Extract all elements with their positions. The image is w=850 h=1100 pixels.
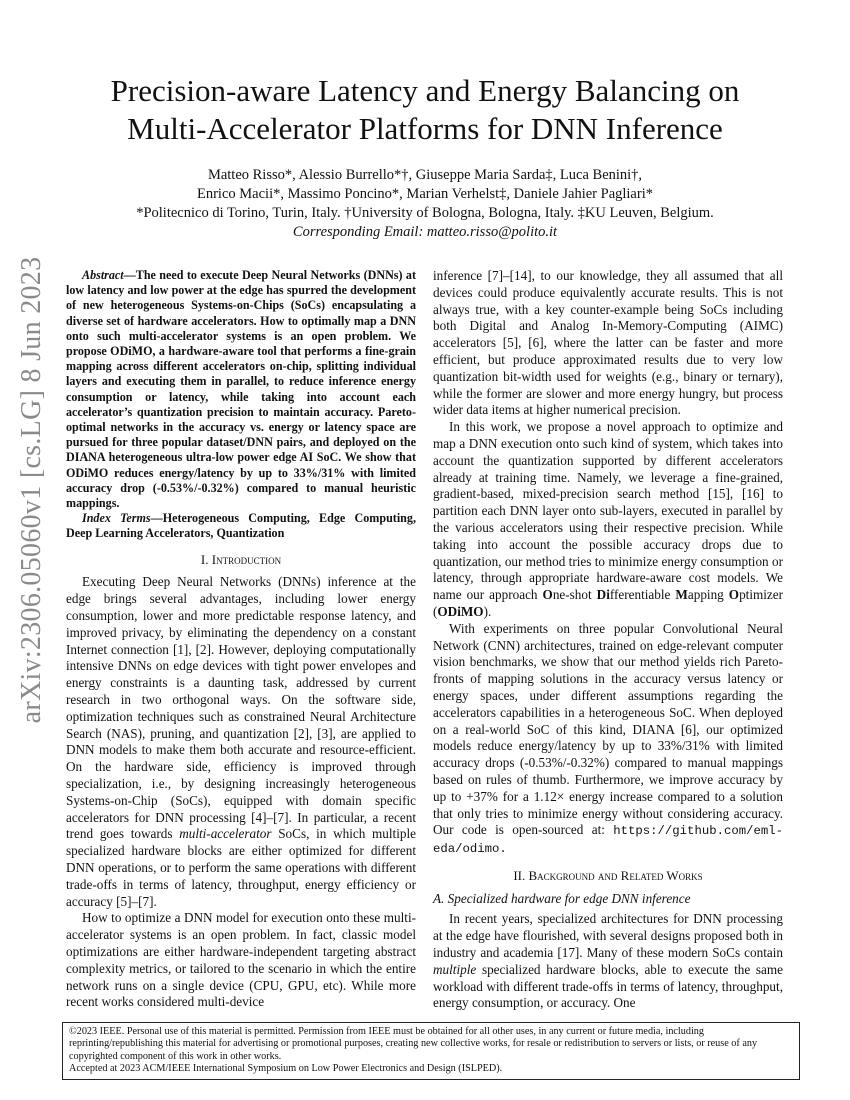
paper-title	[60, 72, 790, 148]
abstract	[66, 268, 416, 511]
authors-line-1: Matteo Risso*, Alessio Burrello*†, Giuseppe Maria Sarda‡, Luca Benini†,	[207, 167, 643, 183]
copyright-notice	[62, 1022, 800, 1080]
section-heading-background: II. Background and Related Works	[513, 867, 703, 883]
acronym-odimo: ODiMO	[437, 603, 484, 619]
arxiv-id: arXiv:2306.05060v1 [cs.LG] 8 Jun 2023	[16, 256, 47, 724]
left-column	[66, 268, 416, 1011]
index-terms-text: —Heterogeneous Computing, Edge Computing, Deep Learning Accelerators, Quantization	[66, 511, 416, 541]
intro-paragraph-4	[433, 419, 783, 621]
title-line-1: Precision-aware Latency and Energy Balancing on	[110, 73, 740, 108]
background-paragraph-1	[433, 911, 783, 1012]
acronym-ff: fferentiable	[609, 587, 676, 603]
acceptance-note: Accepted at 2023 ACM/IEEE International Symposium on Low Power Electronics and Design (ISLPED).	[69, 1063, 503, 1075]
index-terms-label: Index Terms	[82, 511, 151, 526]
intro-paragraph-2: How to optimize a DNN model for execution onto these multi-accelerator systems is an open problem. In fact, classic model optimizations are either hardware-independent targeting abstract complexity metrics, or tailored to the scenario in which the entire network runs on a single device (CPU, GPU, etc). While more recent works considered multi-device	[66, 910, 416, 1010]
intro-paragraph-5	[433, 621, 783, 858]
affiliations: *Politecnico di Torino, Turin, Italy. †University of Bologna, Bologna, Italy. ‡KU Leuven, Belgium.	[136, 205, 714, 221]
intro-paragraph-3: inference [7]–[14], to our knowledge, they all assumed that all devices could produce equivalently accurate results. This is not always true, with a key counter-example being SoCs including both Digital and Analog In-Memory-Computing (AIMC) accelerators [5], [6], where the latter can be faster and more efficient, but produce approximated results due to very low quantization bit-width used for weights (e.g., binary or ternary), while the former are slower and more energy hungry, but process wider data items at higher numerical precision.	[433, 268, 783, 418]
intro-p4-text: In this work, we propose a novel approach to optimize and map a DNN execution onto such kind of system, which takes into account the quantization supported by different accelerators already at training time. Namely, we leverage a fine-grained, gradient-based, mixed-precision search method [15], [16] to partition each DNN layer onto sub-layers, executed in parallel by the various accelerators using their respective precision. While taking into account the possible accuracy drops due to quantization, our method tries to minimize energy consumption or latency, through appropriate hardware-aware cost models. We name our approach	[433, 419, 783, 603]
intro-p1-emphasis: multi-accelerator	[179, 826, 272, 842]
title-line-2: Multi-Accelerator Platforms for DNN Inference	[127, 111, 723, 146]
arxiv-sidebar-stamp	[12, 256, 52, 724]
intro-paragraph-1	[66, 574, 416, 910]
acronym-o2: O	[728, 587, 740, 603]
bg-p1-text-a: In recent years, specialized architectures for DNN processing at the edge have flourished, with several designs proposed both in industry and academia [17]. Many of these modern SoCs contain	[433, 911, 783, 961]
acronym-end: ).	[483, 603, 492, 619]
intro-p1-text-b: SoCs, in which multiple specialized hardware blocks are either optimized for different DNN operations, or to perform the same operations with different trade-offs in terms of latency, throughput, energy efficiency or accuracy [5]–[7].	[66, 826, 416, 909]
copyright-text: ©2023 IEEE. Personal use of this material is permitted. Permission from IEEE must be obtained for all other uses, in any current or future media, including reprinting/republishing this material for advertising or promotional purposes, creating new collective works, for resale or redistribution to servers or lists, or reuse of any copyrighted component of this work in other works.	[69, 1026, 758, 1062]
abstract-text: —The need to execute Deep Neural Networks (DNNs) at low latency and low power at the edge has spurred the development of new heterogeneous Systems-on-Chips (SoCs) encapsulating a diverse set of hardware accelerators. How to optimally map a DNN onto such multi-accelerator systems is an open problem. We propose ODiMO, a hardware-aware tool that performs a fine-grain mapping across different accelerators on-chip, splitting individual layers and executing them in parallel, to reduce inference energy consumption or latency, while taking into account each accelerator’s quantization precision to maintain accuracy. Pareto-optimal networks in the accuracy vs. energy or latency space are pursued for three popular dataset/DNN pairs, and deployed on the DIANA heterogeneous ultra-low power edge AI SoC. We show that ODiMO reduces energy/latency by up to 33%/31% with limited accuracy drop (-0.53%/-0.32%) compared to manual heuristic mappings.	[66, 268, 416, 511]
acronym-m: M	[675, 587, 688, 603]
code-url-link[interactable]: https://github.com/eml-eda/odimo.	[433, 824, 783, 857]
bg-p1-text-b: specialized hardware blocks, able to execute the same workload with different trade-offs in terms of latency, throughput, energy consumption, or accuracy. One	[433, 961, 783, 1011]
acronym-ptimizer: ptimizer (	[433, 587, 784, 619]
corresponding-email: Corresponding Email: matteo.risso@polito.it	[292, 224, 558, 240]
section-heading-introduction: I. Introduction	[200, 551, 282, 567]
bg-p1-emphasis: multiple	[433, 961, 477, 977]
abstract-label: Abstract	[82, 268, 124, 282]
right-column	[433, 268, 783, 1012]
author-block	[60, 166, 790, 242]
acronym-ne: ne-shot	[552, 587, 597, 603]
acronym-di: Di	[596, 587, 610, 603]
subsection-heading-hardware: A. Specialized hardware for edge DNN inference	[433, 890, 691, 906]
acronym-apping: apping	[687, 587, 729, 603]
authors-line-2: Enrico Macii*, Massimo Poncino*, Marian Verhelst‡, Daniele Jahier Pagliari*	[197, 186, 653, 202]
intro-p5-text: With experiments on three popular Convolutional Neural Network (CNN) architectures, trained on edge-relevant computer vision benchmarks, we show that our method yields rich Pareto-fronts of mapping solutions in the accuracy versus latency or energy spaces, under different assumptions regarding the accelerators capabilities in a heterogeneous SoC. When deployed on a real-world SoC of this kind, DIANA [6], our optimized models reduce energy/latency by up to 33%/31% with limited accuracy drops (-0.53%/-0.32%) compared to manual mappings based on rules of thumb. Furthermore, we improve accuracy by up to +37% for a 1.12× energy increase compared to a solution that only tries to minimize energy without considering accuracy. Our code is open-sourced at:	[433, 620, 783, 838]
index-terms	[66, 511, 416, 541]
intro-p1-text-a: Executing Deep Neural Networks (DNNs) inference at the edge brings several advantages, including lower energy consumption, lower and more predictable response latency, and improved privacy, by eliminating the dependency on a constant Internet connection [1], [2]. However, deploying computationally intensive DNNs on edge devices with tight power envelopes and energy constraints is a daunting task, addressed by current research in two orthogonal ways. On the software side, optimization techniques such as constrained Neural Architecture Search (NAS), pruning, and quantization [2], [3], are applied to DNN models to make them both accurate and resource-efficient. On the hardware side, efficiency is improved through specialization, i.e., by designing increasingly heterogeneous Systems-on-Chip (SoCs), equipped with domain specific accelerators for DNN processing [4]–[7]. In particular, a recent trend goes towards	[66, 574, 416, 842]
acronym-o: O	[542, 587, 553, 603]
